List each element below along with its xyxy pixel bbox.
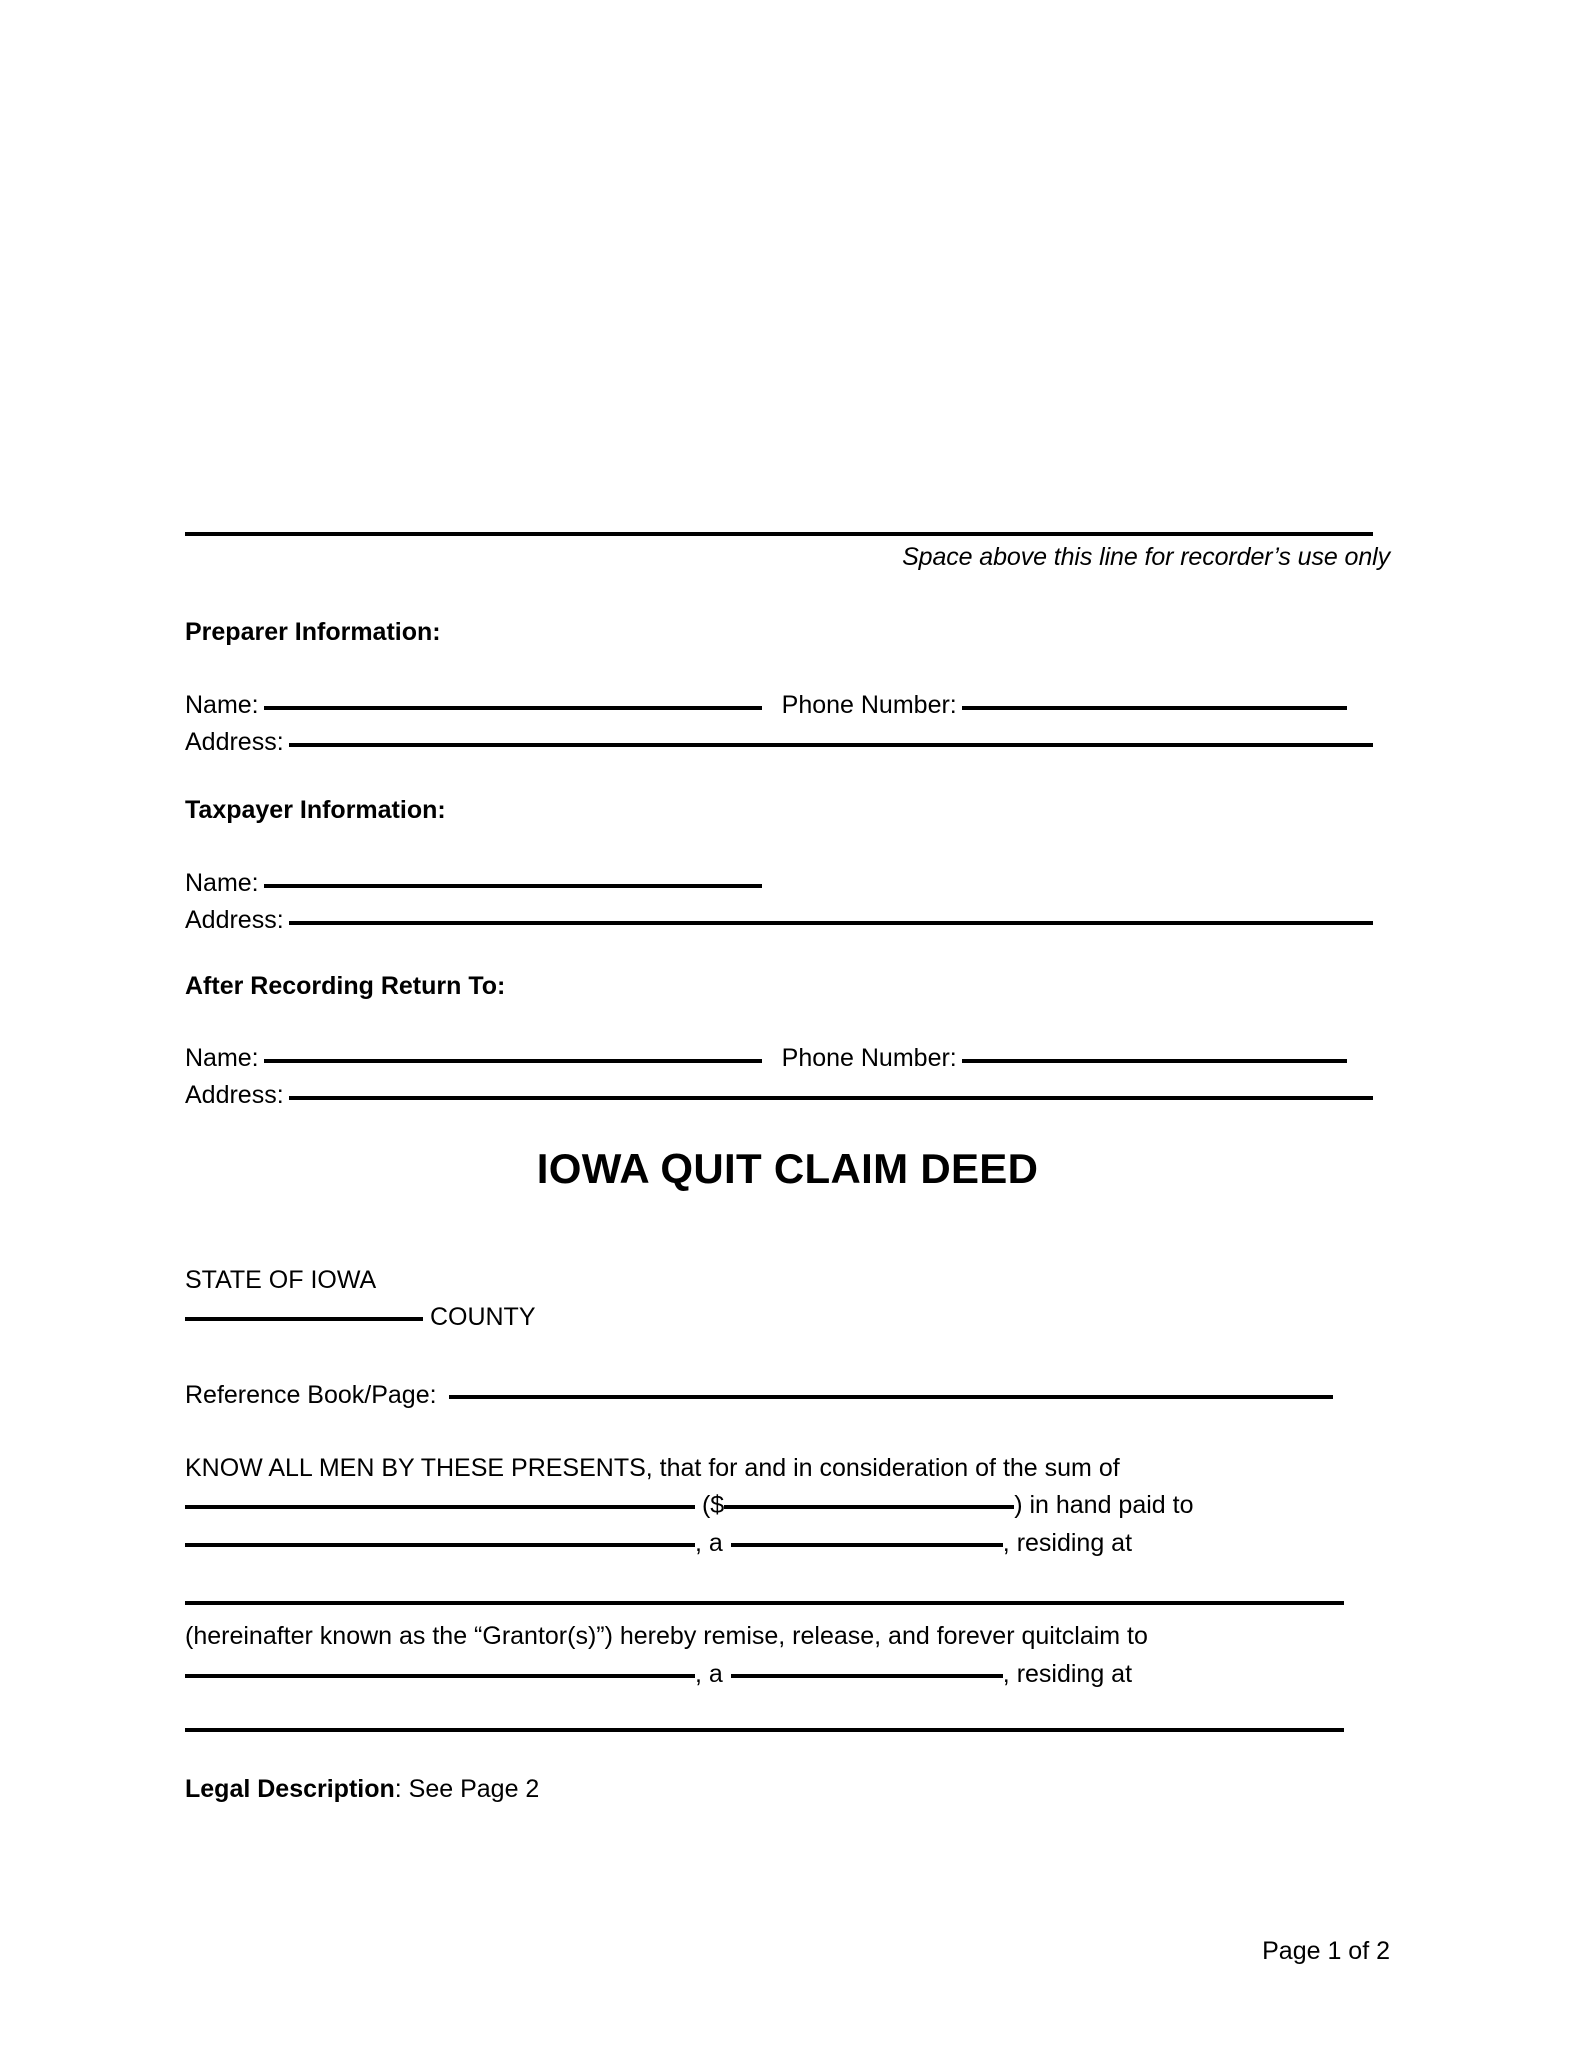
grantee-residing-at-text: , residing at [1002, 1660, 1133, 1688]
taxpayer-address-row [185, 905, 1373, 935]
consideration-figures-input-line[interactable] [724, 1505, 1014, 1509]
recorder-use-note: Space above this line for recorder’s use only [902, 543, 1390, 571]
legal-description-row [185, 1772, 539, 1806]
grantor-entity-type-input-line[interactable] [731, 1543, 1003, 1547]
know-all-men-line: KNOW ALL MEN BY THESE PRESENTS, that for and in consideration of the sum of [185, 1454, 1120, 1482]
after-recording-return-to-heading: After Recording Return To: [185, 972, 506, 1000]
reference-book-page-row [185, 1378, 1333, 1412]
county-input-line[interactable] [185, 1317, 423, 1321]
state-of-iowa-line: STATE OF IOWA [185, 1266, 377, 1294]
county-label: COUNTY [429, 1303, 536, 1331]
return-to-phone-label: Phone Number: [781, 1044, 957, 1072]
recorder-divider-rule [185, 532, 1373, 536]
in-hand-paid-to-text: ) in hand paid to [1014, 1491, 1194, 1519]
consideration-words-input-line[interactable] [185, 1505, 695, 1509]
return-to-name-label: Name: [185, 1044, 259, 1072]
grantor-residing-at-text: , residing at [1002, 1529, 1133, 1557]
recorder-space-block [185, 532, 1390, 574]
grantee-comma-a-text: , a [695, 1660, 723, 1688]
grantee-address-input-line[interactable] [185, 1728, 1344, 1732]
return-to-name-input-line[interactable] [264, 1059, 762, 1063]
preparer-name-row [185, 690, 1347, 720]
reference-book-page-input-line[interactable] [449, 1395, 1333, 1399]
taxpayer-address-input-line[interactable] [289, 921, 1373, 925]
return-to-address-row [185, 1080, 1373, 1110]
taxpayer-name-row [185, 868, 762, 898]
preparer-name-input-line[interactable] [264, 706, 762, 710]
dollar-open-paren: ($ [701, 1491, 725, 1519]
page-number-footer: Page 1 of 2 [1262, 1937, 1390, 1965]
grantee-entity-type-input-line[interactable] [731, 1674, 1003, 1678]
grantor-definition-line: (hereinafter known as the “Grantor(s)”) hereby remise, release, and forever quitclaim to [185, 1622, 1148, 1650]
taxpayer-name-label: Name: [185, 869, 259, 897]
grantee-name-input-line[interactable] [185, 1674, 695, 1678]
grantor-name-input-line[interactable] [185, 1543, 695, 1547]
county-row [185, 1300, 536, 1334]
legal-description-label: Legal Description [185, 1775, 395, 1803]
preparer-phone-input-line[interactable] [962, 706, 1347, 710]
preparer-address-input-line[interactable] [289, 743, 1373, 747]
taxpayer-address-label: Address: [185, 906, 284, 934]
preparer-address-row [185, 727, 1373, 757]
grantor-entity-row [185, 1526, 1132, 1560]
legal-description-value: : See Page 2 [394, 1775, 540, 1803]
reference-book-page-label: Reference Book/Page: [185, 1381, 437, 1409]
return-to-name-row [185, 1043, 1347, 1073]
taxpayer-information-heading: Taxpayer Information: [185, 796, 446, 824]
preparer-address-label: Address: [185, 728, 284, 756]
return-to-address-input-line[interactable] [289, 1096, 1373, 1100]
taxpayer-name-input-line[interactable] [264, 884, 762, 888]
grantee-entity-row [185, 1657, 1132, 1691]
grantor-address-input-line[interactable] [185, 1601, 1344, 1605]
return-to-address-label: Address: [185, 1081, 284, 1109]
preparer-phone-label: Phone Number: [781, 691, 957, 719]
grantor-comma-a-text: , a [695, 1529, 723, 1557]
page-title: IOWA QUIT CLAIM DEED [536, 1145, 1039, 1192]
preparer-name-label: Name: [185, 691, 259, 719]
return-to-phone-input-line[interactable] [962, 1059, 1347, 1063]
preparer-information-heading: Preparer Information: [185, 618, 441, 646]
consideration-amount-row [185, 1488, 1193, 1522]
